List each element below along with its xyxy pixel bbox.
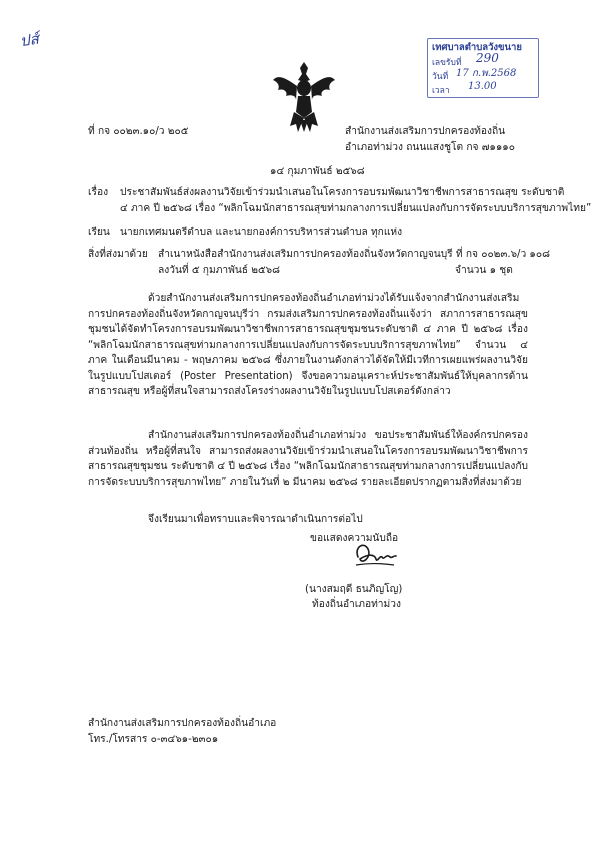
enclosure-line1: สำเนาหนังสือสำนักงานส่งเสริมการปกครองท้องถิ่นจังหวัดกาญจนบุรี ที่ กจ ๐๐๒๓.๖/ว ๑๐๘ — [158, 249, 550, 260]
stamp-org: เทศบาลตำบลวังขนาย — [432, 42, 522, 53]
stamp-date-value: 17 ก.พ.2568 — [456, 68, 517, 79]
office-address-line2: อำเภอท่าม่วง ถนนแสงชูโต กจ ๗๑๑๑๐ — [345, 142, 515, 153]
body-paragraph-2: สำนักงานส่งเสริมการปกครองท้องถิ่นอำเภอท่าม่วง ขอประชาสัมพันธ์ให้องค์กรปกครองส่วนท้องถิ่น หรือผู้ที่สนใจ สามารถส่งผลงานวิจัยเข้าร่วมนำเสนอในโครงการอบรมพัฒนาวิชาชีพการสาธารณสุขชุมชน ระดับชาติ ๔ ปี ๒๕๖๘ เรื่อง “พลิกโฉมนักสาธารณสุขท่ามกลางการเปลี่ยนแปลงกับการจัดระบบบริการสุขภาพไทย” ภายในวันที่ ๒ มีนาคม ๒๕๖๘ รายละเอียดปรากฏตามสิ่งที่ส่งมาด้วย — [88, 430, 528, 488]
recipient-text: นายกเทศมนตรีตำบล และนายกองค์การบริหารส่วนตำบล ทุกแห่ง — [120, 227, 403, 238]
receiving-stamp — [427, 38, 539, 98]
footer-office: สำนักงานส่งเสริมการปกครองท้องถิ่นอำเภอ — [88, 718, 277, 729]
stamp-recv-value: 290 — [476, 51, 499, 65]
signer-position: ท้องถิ่นอำเภอท่าม่วง — [312, 599, 401, 610]
body-paragraph-3: จึงเรียนมาเพื่อทราบและพิจารณาดำเนินการต่อไป — [148, 514, 363, 525]
stamp-date-label: วันที่ — [432, 72, 449, 82]
footer-phone: โทร./โทรสาร ๐-๓๔๖๑-๒๓๐๑ — [88, 734, 219, 745]
subject-label: เรื่อง — [88, 187, 109, 198]
signature-icon — [350, 535, 400, 571]
signer-name: (นางสมฤดี ธนภิญโญ) — [305, 584, 403, 595]
enclosure-label: สิ่งที่ส่งมาด้วย — [88, 249, 148, 260]
stamp-recv-label: เลขรับที่ — [432, 58, 462, 68]
document-date: ๑๔ กุมภาพันธ์ ๒๕๖๘ — [270, 166, 365, 177]
stamp-time-label: เวลา — [432, 86, 450, 96]
office-address-line1: สำนักงานส่งเสริมการปกครองท้องถิ่น — [345, 126, 506, 137]
enclosure-line2: ลงวันที่ ๕ กุมภาพันธ์ ๒๕๖๘ — [158, 265, 281, 276]
closing-regards: ขอแสดงความนับถือ — [310, 533, 399, 544]
stamp-time-value: 13.00 — [468, 81, 497, 92]
body-paragraph-1: ด้วยสำนักงานส่งเสริมการปกครองท้องถิ่นอำเภอท่าม่วงได้รับแจ้งจากสำนักงานส่งเสริมการปกครองท้องถิ่นจังหวัดกาญจนบุรีว่า กรมส่งเสริมการปกครองท้องถิ่นแจ้งว่า สภาการสาธารณสุขชุมชนได้จัดทำโครงการอบรมพัฒนาวิชาชีพการสาธารณสุขชุมชนระดับชาติ ๔ ภาค ปี ๒๕๖๘ เรื่อง “พลิกโฉมนักสาธารณสุขท่ามกลางการเปลี่ยนแปลงกับการจัดระบบบริการสุขภาพไทย” จำนวน ๔ ภาค ในเดือนมีนาคม - พฤษภาคม ๒๕๖๘ ซึ่งภายในงานดังกล่าวได้จัดให้มีเวทีการเผยแพร่ผลงานวิจัยในรูปแบบโปสเตอร์ (Poster Presentation) จึงขอความอนุเคราะห์ประชาสัมพันธ์ให้บุคลากรด้านสาธารณสุข หรือผู้ที่สนใจสามารถส่งโครงร่างผลงานวิจัยในรูปแบบโปสเตอร์ดังกล่าว — [88, 293, 528, 397]
margin-note: ปส์ — [18, 29, 40, 51]
document-number: ที่ กจ ๐๐๒๓.๑๐/ว ๒๐๕ — [88, 126, 189, 137]
recipient-label: เรียน — [88, 227, 110, 238]
garuda-emblem-icon — [272, 60, 336, 134]
subject-line1: ประชาสัมพันธ์ส่งผลงานวิจัยเข้าร่วมนำเสนอในโครงการอบรมพัฒนาวิชาชีพการสาธารณสุข ระดับชาติ — [120, 187, 565, 198]
subject-line2: ๔ ภาค ปี ๒๕๖๘ เรื่อง “พลิกโฉมนักสาธารณสุขท่ามกลางการเปลี่ยนแปลงกับการจัดระบบบริการสุขภาพไทย” — [120, 203, 592, 214]
enclosure-count: จำนวน ๑ ชุด — [455, 265, 513, 276]
